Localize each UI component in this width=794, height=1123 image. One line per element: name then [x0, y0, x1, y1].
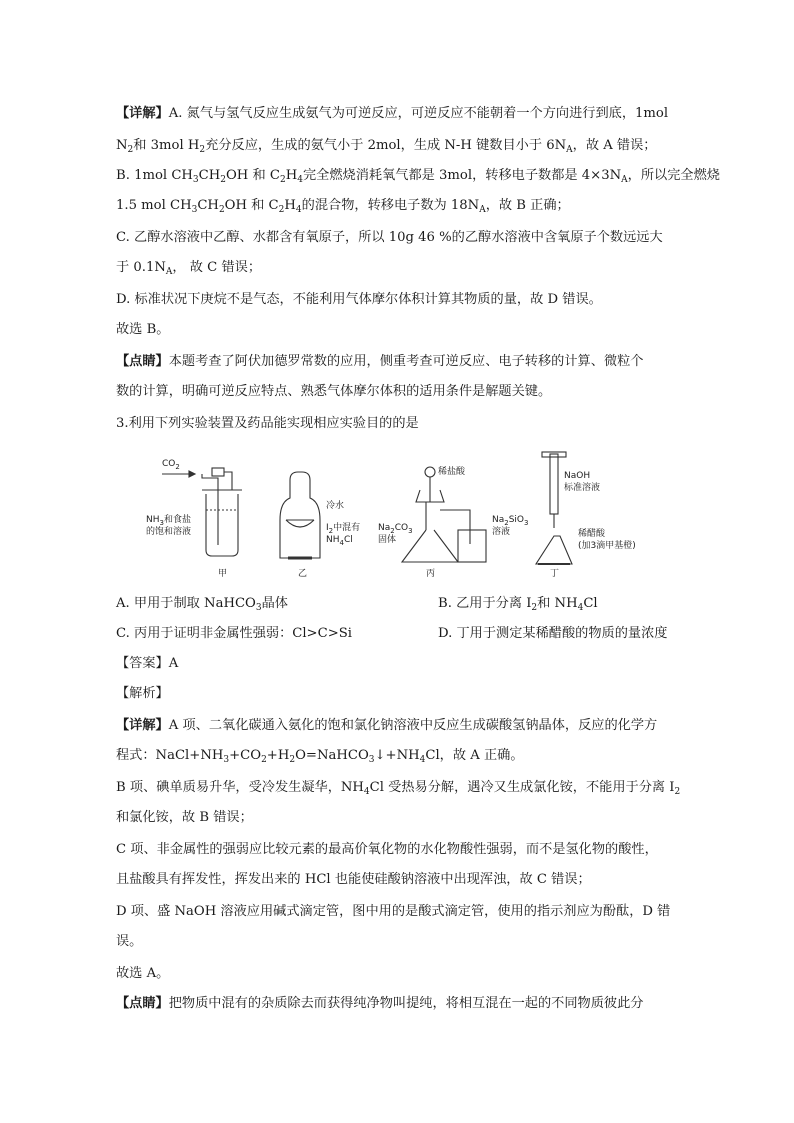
- apparatus-diagram: [140, 450, 680, 585]
- label-yi: 乙: [298, 569, 308, 579]
- text-line: 于 $0.1N_A$， 故 C 错误；: [116, 260, 262, 277]
- label-ding: 丁: [550, 569, 560, 579]
- text-line: 【点睛】本题考查了阿伏加德罗常数的应用，侧重考查可逆反应、电子转移的计算、微粒个: [116, 354, 644, 369]
- indicator-label: (加3滴甲基橙): [578, 541, 636, 551]
- text-line: C 项、非金属性的强弱应比较元素的最高价氧化物的水化物酸性强弱，而不是氢化物的酸性，: [116, 842, 658, 857]
- solid-label: 固体: [378, 535, 397, 545]
- standard-solution-label: 标准溶液: [564, 483, 601, 493]
- text-line: 和氯化铵，故 B 错误；: [116, 810, 253, 825]
- yi-reagent-label: $I_2$中混有: [326, 523, 361, 535]
- option-b: B. 乙用于分离 $I_2$和 $NH_4Cl$: [438, 596, 598, 613]
- text-line: D. 标准状况下庚烷不是气态，不能利用气体摩尔体积计算其物质的量，故 D 错误。: [116, 292, 602, 307]
- text-line: D 项、盛 NaOH 溶液应用碱式滴定管，图中用的是酸式滴定管，使用的指示剂应为酚酞，D 错: [116, 904, 671, 919]
- text-line: 程式：$NaCl+NH_3+CO_2+H_2O=NaHCO_3↓+NH_4Cl$，故 A 正确。: [116, 748, 524, 765]
- cold-water-label: 冷水: [326, 501, 345, 511]
- dilute-acetic-label: 稀醋酸: [578, 529, 606, 539]
- text-line: $N_2$和 3mol $H_2$充分反应，生成的氨气小于 2mol，生成 N-H 键数目小于 $6N_A$，故 A 错误；: [116, 138, 657, 155]
- analysis-heading: 【解析】: [116, 686, 169, 701]
- solution-label: 溶液: [492, 527, 511, 537]
- text-line: 故选 B。: [116, 322, 170, 337]
- jia-reagent-label2: 的饱和溶液: [146, 527, 192, 537]
- co2-label: $CO_2$: [162, 459, 180, 471]
- text-line: 数的计算，明确可逆反应特点、熟悉气体摩尔体积的适用条件是解题关键。: [116, 384, 552, 399]
- text-line: 【详解】A. 氮气与氢气反应生成氨气为可逆反应，可逆反应不能朝着一个方向进行到底，1mol: [116, 106, 669, 121]
- question-title: 3.利用下列实验装置及药品能实现相应实验目的的是: [116, 416, 419, 431]
- na2sio3-label: $Na_2SiO_3$: [492, 515, 529, 527]
- text-line: B. 1mol $CH_3CH_2OH$ 和 $C_2H_4$完全燃烧消耗氧气都是 3mol，转移电子数都是 $4\times 3N_A$，所以完全燃烧: [116, 168, 720, 185]
- label-jia: 甲: [218, 569, 228, 579]
- text-line: C. 乙醇水溶液中乙醇、水都含有氧原子，所以 10g 46 %的乙醇水溶液中含氧原子个数远远大: [116, 230, 663, 245]
- yi-reagent-label2: $NH_4Cl$: [326, 535, 353, 547]
- text-line: B 项、碘单质易升华，受冷发生凝华，$NH_4Cl$ 受热易分解，遇冷又生成氯化铵，不能用于分离 $I_2$: [116, 780, 681, 797]
- apparatus-figure: [140, 450, 680, 585]
- jia-reagent-label: $NH_3$和食盐: [146, 515, 191, 527]
- text-line: 故选 A。: [116, 966, 170, 981]
- text-line: 【详解】A 项、二氧化碳通入氨化的饱和氯化钠溶液中反应生成碳酸氢钠晶体，反应的化学方: [116, 718, 658, 733]
- naoh-label: NaOH: [564, 471, 591, 481]
- text-line: 【点睛】把物质中混有的杂质除去而获得纯净物叫提纯，将相互混在一起的不同物质彼此分: [116, 996, 644, 1011]
- answer: 【答案】A: [116, 656, 179, 671]
- label-bing: 丙: [426, 569, 436, 579]
- dilute-hcl-label: 稀盐酸: [438, 467, 466, 477]
- text-line: 误。: [116, 934, 143, 949]
- option-c: C. 丙用于证明非金属性强弱：Cl>C>Si: [116, 626, 353, 641]
- option-d: D. 丁用于测定某稀醋酸的物质的量浓度: [438, 626, 668, 641]
- text-line: 且盐酸具有挥发性，挥发出来的 HCl 也能使硅酸钠溶液中出现浑浊，故 C 错误；: [116, 872, 591, 887]
- option-a: A. 甲用于制取 NaHCO$_3$晶体: [116, 596, 288, 613]
- na2co3-label: $Na_2CO_3$: [378, 523, 413, 535]
- text-line: 1.5 mol $CH_3CH_2OH$ 和 $C_2H_4$的混合物，转移电子数为 $18N_A$，故 B 正确；: [116, 198, 570, 215]
